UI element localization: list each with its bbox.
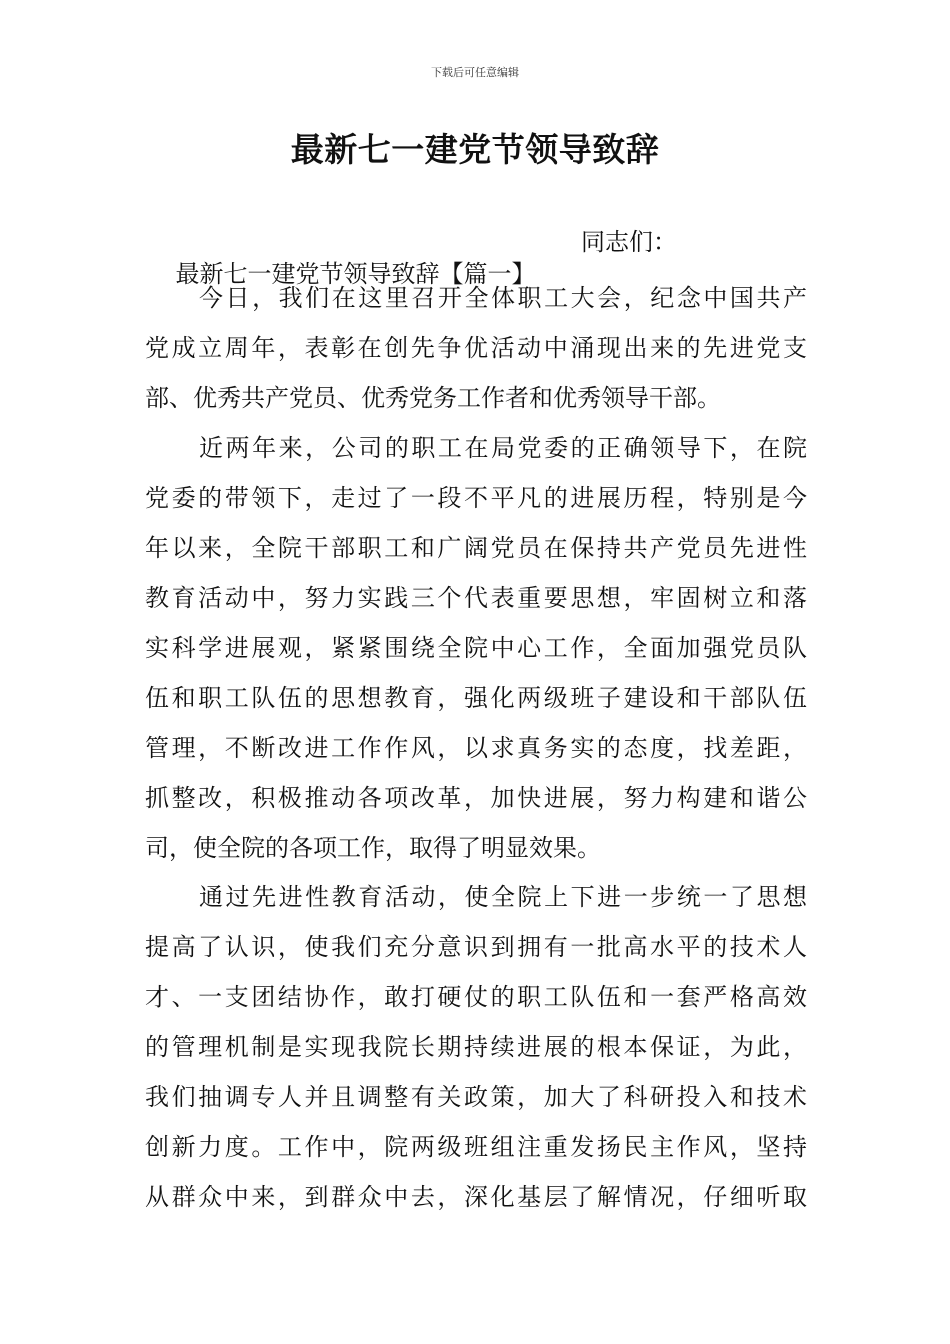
paragraph-2-line-5: 实科学进展观，紧紧围绕全院中心工作，全面加强党员队 xyxy=(145,634,807,662)
greeting: 同志们： xyxy=(581,228,677,256)
paragraph-3-line-6: 创新力度。工作中，院两级班组注重发扬民主作风，坚持 xyxy=(145,1133,807,1161)
paragraph-2-line-1: 近两年来，公司的职工在局党委的正确领导下，在院 xyxy=(199,434,807,462)
paragraph-2-line-2: 党委的带领下，走过了一段不平凡的进展历程，特别是今 xyxy=(145,484,807,512)
paragraph-2-line-6: 伍和职工队伍的思想教育，强化两级班子建设和干部队伍 xyxy=(145,684,807,712)
paragraph-2-line-8: 抓整改，积极推动各项改革，加快进展，努力构建和谐公 xyxy=(145,784,807,812)
document-title: 最新七一建党节领导致辞 xyxy=(290,130,660,169)
paragraph-1-line-1: 今日，我们在这里召开全体职工大会，纪念中国共产 xyxy=(199,284,807,312)
paragraph-3-line-1: 通过先进性教育活动，使全院上下进一步统一了思想 xyxy=(199,883,807,911)
paragraph-1-line-2: 党成立周年，表彰在创先争优活动中涌现出来的先进党支 xyxy=(145,334,807,362)
paragraph-3-line-4: 的管理机制是实现我院长期持续进展的根本保证，为此， xyxy=(145,1033,807,1061)
paragraph-2-line-3: 年以来，全院干部职工和广阔党员在保持共产党员先进性 xyxy=(145,534,807,562)
paragraph-2-line-7: 管理，不断改进工作作风，以求真务实的态度，找差距， xyxy=(145,734,807,762)
paragraph-3-line-5: 我们抽调专人并且调整有关政策，加大了科研投入和技术 xyxy=(145,1083,807,1111)
section-label: 最新七一建党节领导致辞【篇一】 xyxy=(175,260,536,288)
paragraph-3-line-2: 提高了认识，使我们充分意识到拥有一批高水平的技术人 xyxy=(145,933,807,961)
paragraph-2-line-4: 教育活动中，努力实践三个代表重要思想，牢固树立和落 xyxy=(145,584,807,612)
header-note: 下载后可任意编辑 xyxy=(431,66,519,79)
paragraph-3-line-7: 从群众中来，到群众中去，深化基层了解情况，仔细听取 xyxy=(145,1183,807,1211)
paragraph-1-line-3: 部、优秀共产党员、优秀党务工作者和优秀领导干部。 xyxy=(145,384,721,412)
paragraph-2-line-9: 司，使全院的各项工作，取得了明显效果。 xyxy=(145,834,601,862)
section-subheading xyxy=(145,226,807,288)
paragraph-3-line-3: 才、一支团结协作，敢打硬仗的职工队伍和一套严格高效 xyxy=(145,983,807,1011)
